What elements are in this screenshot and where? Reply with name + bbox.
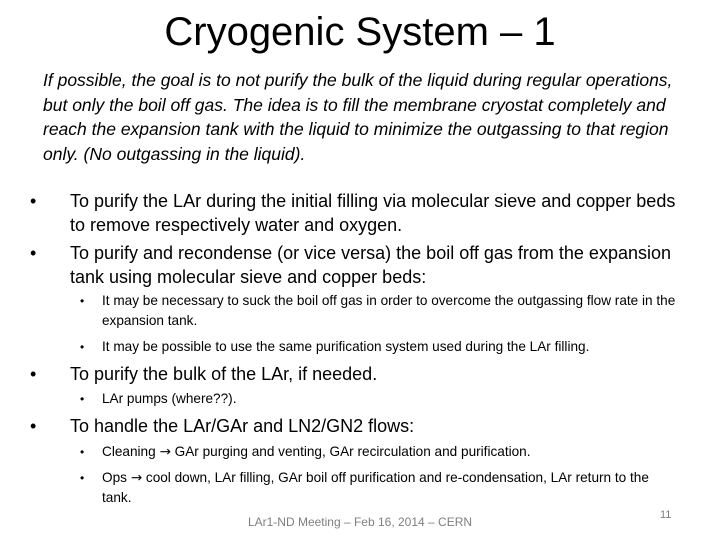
sub-bullet-lead: Cleaning [102, 444, 156, 459]
bullet-glyph: • [30, 243, 37, 263]
right-arrow-icon: → [130, 470, 143, 486]
bullet-item [30, 241, 690, 289]
bullet-item [30, 414, 690, 438]
bullet-glyph: • [30, 364, 37, 384]
sub-bullet-item [80, 442, 680, 462]
sub-bullet-text: LAr pumps (where??). [102, 391, 237, 406]
sub-bullet-item [80, 389, 680, 409]
bullet-text: To purify and recondense (or vice versa) the boil off gas from the expansion tank using molecular sieve and copper beds: [70, 243, 671, 287]
sub-bullet-glyph: • [80, 294, 85, 308]
slide-title: Cryogenic System – 1 [164, 10, 556, 54]
bullet-text: To purify the LAr during the initial filling via molecular sieve and copper beds to remove respectively water and oxygen. [70, 191, 676, 235]
sub-bullet-glyph: • [80, 340, 85, 354]
sub-bullet-glyph: • [80, 471, 85, 485]
bullet-glyph: • [30, 191, 37, 211]
bullet-item [30, 189, 690, 237]
bullet-text: To purify the bulk of the LAr, if needed. [70, 364, 378, 384]
bullet-text: To handle the LAr/GAr and LN2/GN2 flows: [70, 416, 415, 436]
bullet-item [30, 362, 690, 386]
bullet-glyph: • [30, 416, 37, 436]
sub-bullet-text: It may be possible to use the same purification system used during the LAr filling. [102, 339, 590, 354]
sub-bullet-text [102, 442, 680, 462]
sub-bullet-rest: GAr purging and venting, GAr recirculation and purification. [174, 444, 531, 459]
sub-bullet-text [102, 468, 680, 508]
slide-footer: LAr1-ND Meeting – Feb 16, 2014 – CERN [247, 515, 473, 529]
intro-paragraph: If possible, the goal is to not purify the bulk of the liquid during regular operations, but only the boil off gas. The idea is to fill the membrane cryostat completely and reach the expansion tank with the liquid to minimize the outgassing to that region only. (No outgassing in the liquid). [43, 70, 673, 164]
page-number: 11 [660, 509, 672, 521]
sub-bullet-item [80, 337, 680, 357]
right-arrow-icon: → [159, 444, 171, 460]
sub-bullet-item [80, 468, 680, 508]
sub-bullet-text: It may be necessary to suck the boil off gas in order to overcome the outgassing flow rate in the expansion tank. [102, 293, 676, 328]
sub-bullet-item [80, 291, 680, 331]
sub-bullet-rest: cool down, LAr filling, GAr boil off purification and re-condensation, LAr return to the tank. [102, 470, 649, 505]
sub-bullet-lead: Ops [102, 470, 127, 485]
sub-bullet-glyph: • [80, 392, 85, 406]
sub-bullet-glyph: • [80, 445, 85, 459]
